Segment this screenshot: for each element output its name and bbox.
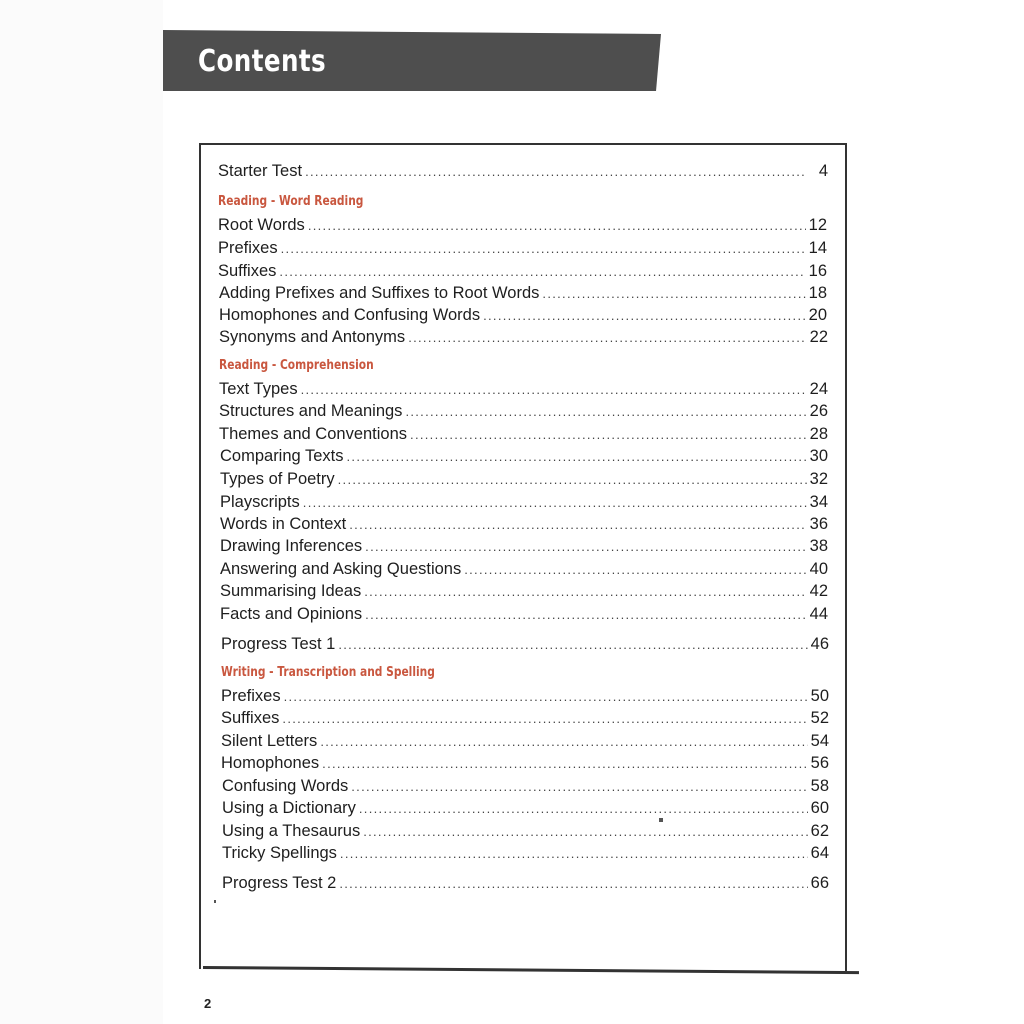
section-heading: Reading - Word Reading (218, 194, 364, 209)
toc-entry (220, 445, 828, 467)
dot-leader (308, 215, 806, 237)
toc-entry (220, 468, 828, 490)
dot-leader (301, 379, 807, 401)
toc-entry-title: Suffixes (218, 262, 277, 280)
dot-leader (279, 261, 805, 283)
toc-entry (219, 378, 828, 400)
toc-entry (220, 535, 828, 557)
toc-entry (220, 513, 828, 535)
toc-entry-title: Adding Prefixes and Suffixes to Root Words (219, 284, 540, 302)
toc-entry (218, 237, 827, 259)
scan-speck (659, 818, 663, 822)
toc-entry (220, 580, 828, 602)
dot-leader (483, 305, 806, 327)
toc-entry-page: 54 (810, 732, 829, 750)
toc-entry-title: Drawing Inferences (220, 537, 363, 555)
page-right-edge (862, 0, 1024, 1024)
dot-leader (340, 843, 808, 865)
toc-entry-page: 40 (809, 560, 828, 578)
toc-entry (221, 633, 829, 655)
toc-entry-page: 66 (810, 874, 829, 892)
toc-entry-title: Prefixes (221, 687, 281, 705)
toc-entry-page: 64 (810, 844, 829, 862)
toc-entry (221, 685, 829, 707)
toc-entry-page: 62 (810, 822, 829, 840)
page-title: Contents (198, 44, 327, 79)
dot-leader (339, 873, 807, 895)
dot-leader (365, 536, 806, 558)
toc-entry-title: Themes and Conventions (219, 425, 408, 443)
dot-leader (365, 604, 806, 626)
toc-entry-title: Text Types (219, 380, 298, 398)
toc-entry (222, 872, 829, 894)
toc-entry-title: Comparing Texts (220, 447, 344, 465)
dot-leader (284, 686, 808, 708)
toc-entry-page: 30 (809, 447, 828, 465)
toc-entry-title: Progress Test 2 (222, 874, 337, 892)
toc-entry (222, 842, 829, 864)
toc-entry-page: 52 (810, 709, 829, 727)
dot-leader (281, 238, 806, 260)
toc-entry-page: 20 (808, 306, 827, 324)
toc-entry-page: 38 (809, 537, 828, 555)
toc-entry (221, 752, 829, 774)
dot-leader (364, 581, 806, 603)
toc-entry-page: 50 (810, 687, 829, 705)
toc-entry-page: 24 (809, 380, 828, 398)
toc-entry-title: Using a Thesaurus (222, 822, 361, 840)
toc-entry-title: Facts and Opinions (220, 605, 363, 623)
toc-entry-page: 4 (818, 162, 828, 180)
dot-leader (322, 753, 807, 775)
toc-entry-title: Root Words (218, 216, 305, 234)
toc-entry (219, 326, 828, 348)
toc-entry (218, 214, 827, 236)
toc-entry (222, 820, 829, 842)
toc-entry-title: Words in Context (220, 515, 347, 533)
dot-leader (405, 401, 806, 423)
toc-entry-page: 28 (809, 425, 828, 443)
dot-leader (338, 469, 807, 491)
toc-entry-page: 36 (809, 515, 828, 533)
toc-entry-page: 60 (810, 799, 829, 817)
toc-entry-title: Silent Letters (221, 732, 318, 750)
toc-entry (219, 423, 828, 445)
toc-entry (219, 304, 827, 326)
toc-entry (222, 797, 829, 819)
toc-entry-page: 32 (809, 470, 828, 488)
dot-leader (349, 514, 806, 536)
toc-entry-title: Homophones and Confusing Words (219, 306, 481, 324)
page-left-edge (0, 0, 163, 1024)
toc-entry-title: Progress Test 1 (221, 635, 336, 653)
toc-entry-page: 18 (808, 284, 827, 302)
page-number: 2 (204, 996, 212, 1011)
section-heading: Reading - Comprehension (219, 358, 374, 373)
dot-leader (363, 821, 807, 843)
toc-entry (220, 603, 828, 625)
toc-entry-title: Answering and Asking Questions (220, 560, 462, 578)
section-heading: Writing - Transcription and Spelling (221, 665, 435, 680)
toc-entry-title: Prefixes (218, 239, 278, 257)
toc-entry-page: 16 (808, 262, 827, 280)
dot-leader (320, 731, 807, 753)
dot-leader (359, 798, 808, 820)
dot-leader (542, 283, 805, 305)
toc-entry-page: 44 (809, 605, 828, 623)
toc-entry-page: 26 (809, 402, 828, 420)
toc-entry (221, 707, 829, 729)
toc-entry-title: Using a Dictionary (222, 799, 356, 817)
toc-entry-page: 58 (810, 777, 829, 795)
toc-entry-page: 34 (809, 493, 828, 511)
toc-entry-title: Confusing Words (222, 777, 349, 795)
toc-entry-page: 46 (810, 635, 829, 653)
dot-leader (347, 446, 807, 468)
toc-entry-title: Synonyms and Antonyms (219, 328, 406, 346)
toc-entry-title: Homophones (221, 754, 320, 772)
toc-entry-title: Starter Test (218, 162, 303, 180)
toc-entry-page: 14 (808, 239, 827, 257)
toc-entry-title: Playscripts (220, 493, 300, 511)
toc-entry (220, 491, 828, 513)
dot-leader (408, 327, 806, 349)
toc-entry (222, 775, 829, 797)
toc-entry-title: Suffixes (221, 709, 280, 727)
dot-leader (305, 161, 807, 183)
scan-speck (214, 900, 216, 903)
toc-entry (219, 400, 828, 422)
toc-entry (221, 730, 829, 752)
toc-entry-page: 56 (810, 754, 829, 772)
toc-entry (220, 558, 828, 580)
toc-entry-title: Types of Poetry (220, 470, 335, 488)
dot-leader (464, 559, 806, 581)
toc-entry-title: Tricky Spellings (222, 844, 337, 862)
toc-entry-page: 42 (809, 582, 828, 600)
toc-entry-title: Structures and Meanings (219, 402, 403, 420)
dot-leader (410, 424, 807, 446)
dot-leader (282, 708, 807, 730)
contents-box-right-border (845, 143, 847, 971)
dot-leader (351, 776, 807, 798)
toc-entry (219, 282, 827, 304)
dot-leader (303, 492, 807, 514)
toc-entry-page: 22 (809, 328, 828, 346)
toc-entry-title: Summarising Ideas (220, 582, 362, 600)
toc-entry (218, 160, 828, 182)
toc-entry (218, 260, 827, 282)
toc-entry-page: 12 (808, 216, 827, 234)
dot-leader (338, 634, 807, 656)
